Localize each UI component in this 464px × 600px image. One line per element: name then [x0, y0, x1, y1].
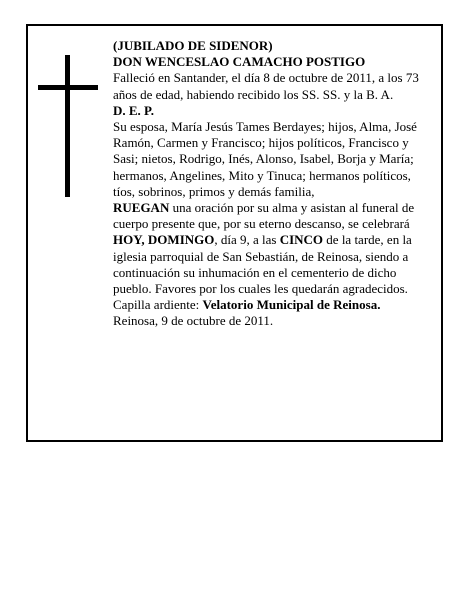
funeral-request: RUEGAN una oración por su alma y asistan al funeral de cuerpo presente que, por su eterno descanso, se celebrará HOY, DOMINGO, día 9, a las CINCO de la tarde, en la iglesia parroquial de San Sebastián, de Reinosa, siendo a continuación su inhumación en el cementerio de dicho pueblo. Favores por los cuales les quedarán agradecidos. Capilla ardiente: Velatorio Municipal de Reinosa. [113, 200, 415, 313]
retired-from-line: (JUBILADO DE SIDENOR) [113, 38, 273, 53]
ruegan-label: RUEGAN [113, 200, 170, 216]
hoy-domingo-label: HOY, DOMINGO [113, 232, 215, 248]
death-notice: Falleció en Santander, el día 8 de octubre de 2011, a los 73 años de edad, habiendo recibido los SS. SS. y la B. A. [113, 70, 419, 102]
family-paragraph: Su esposa, María Jesús Tames Berdayes; hijos, Alma, José Ramón, Carmen y Francisco; hijos políticos, Francisco y Sasi; nietos, Rodrigo, Inés, Alonso, Isabel, Borja y María; hermanos, Angelines, Mito y Tinuca; hermanos políticos, tíos, sobrinos, primos y demás familia, [113, 119, 417, 199]
footer-date: Reinosa, 9 de octubre de 2011. [113, 313, 274, 329]
cross-vertical-bar [65, 55, 70, 197]
cross-icon [38, 55, 98, 197]
obituary-text [113, 38, 423, 330]
deceased-name: DON WENCESLAO CAMACHO POSTIGO [113, 54, 366, 70]
chapel-name: Velatorio Municipal de Reinosa. [202, 297, 381, 313]
cinco-label: CINCO [279, 232, 324, 248]
cross-horizontal-bar [38, 85, 98, 90]
dep-line: D. E. P. [113, 102, 155, 118]
